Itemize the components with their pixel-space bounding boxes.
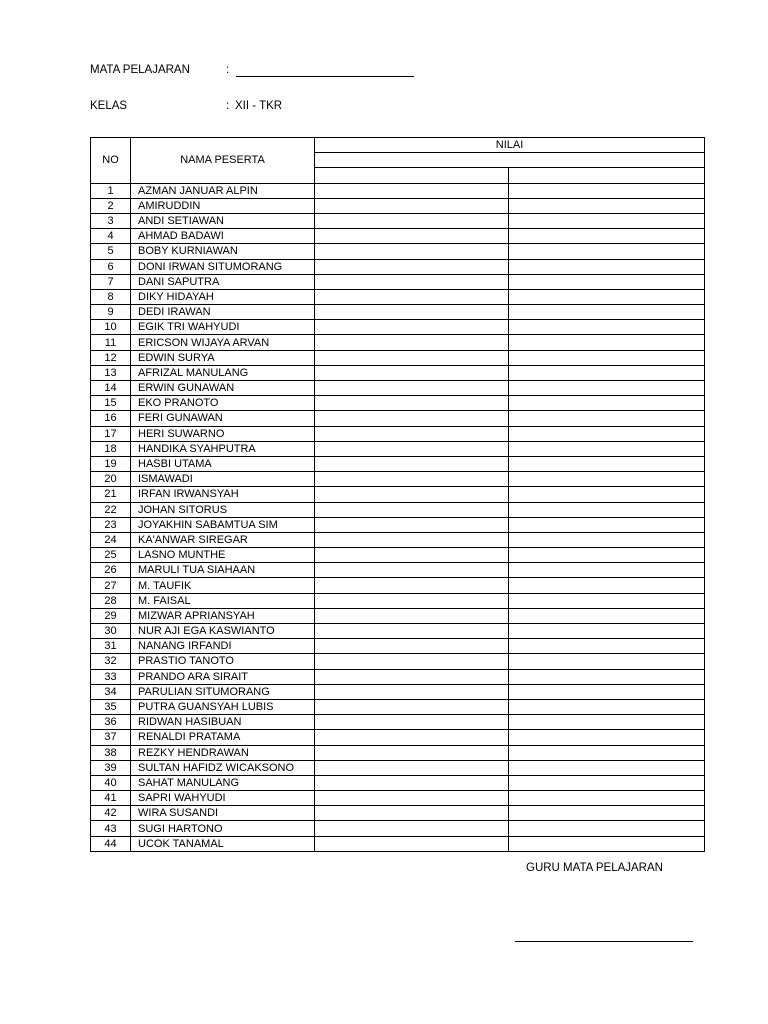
table-row — [91, 320, 705, 335]
table-row — [91, 715, 705, 730]
table-row — [91, 289, 705, 304]
score-cell-1[interactable] — [315, 639, 509, 654]
score-cell-1[interactable] — [315, 563, 509, 578]
score-cell-2[interactable] — [509, 806, 705, 821]
score-cell-1[interactable] — [315, 274, 509, 289]
participant-name: AFRIZAL MANULANG — [131, 365, 315, 380]
table-row — [91, 502, 705, 517]
row-number: 17 — [91, 426, 131, 441]
participant-name: HANDIKA SYAHPUTRA — [131, 441, 315, 456]
table-row — [91, 274, 705, 289]
score-cell-1[interactable] — [315, 289, 509, 304]
score-cell-1[interactable] — [315, 669, 509, 684]
row-number: 22 — [91, 502, 131, 517]
score-cell-2[interactable] — [509, 213, 705, 228]
row-number: 4 — [91, 229, 131, 244]
score-cell-2[interactable] — [509, 578, 705, 593]
table-row — [91, 532, 705, 547]
row-number: 13 — [91, 365, 131, 380]
row-number: 31 — [91, 639, 131, 654]
score-cell-1[interactable] — [315, 791, 509, 806]
participant-name: PRANDO ARA SIRAIT — [131, 669, 315, 684]
row-number: 34 — [91, 684, 131, 699]
participant-name: EDWIN SURYA — [131, 350, 315, 365]
table-row — [91, 593, 705, 608]
table-row — [91, 487, 705, 502]
row-number: 25 — [91, 548, 131, 563]
score-cell-2[interactable] — [509, 198, 705, 213]
table-row — [91, 244, 705, 259]
score-cell-2[interactable] — [509, 259, 705, 274]
participant-name: JOYAKHIN SABAMTUA SIM — [131, 517, 315, 532]
row-number: 33 — [91, 669, 131, 684]
row-number: 9 — [91, 305, 131, 320]
header-score-sub-2 — [509, 168, 705, 183]
score-cell-2[interactable] — [509, 487, 705, 502]
participant-name: IRFAN IRWANSYAH — [131, 487, 315, 502]
row-number: 2 — [91, 198, 131, 213]
score-cell-1[interactable] — [315, 426, 509, 441]
score-cell-2[interactable] — [509, 654, 705, 669]
participant-name: SULTAN HAFIDZ WICAKSONO — [131, 760, 315, 775]
participant-name: MIZWAR APRIANSYAH — [131, 608, 315, 623]
table-row — [91, 563, 705, 578]
score-cell-2[interactable] — [509, 411, 705, 426]
row-number: 27 — [91, 578, 131, 593]
class-label: KELAS — [90, 100, 128, 112]
score-cell-1[interactable] — [315, 502, 509, 517]
score-cell-2[interactable] — [509, 335, 705, 350]
score-cell-2[interactable] — [509, 456, 705, 471]
table-row — [91, 624, 705, 639]
score-cell-1[interactable] — [315, 517, 509, 532]
participant-name: LASNO MUNTHE — [131, 548, 315, 563]
score-cell-2[interactable] — [509, 760, 705, 775]
score-cell-1[interactable] — [315, 684, 509, 699]
row-number: 29 — [91, 608, 131, 623]
subject-label: MATA PELAJARAN — [90, 64, 190, 76]
row-number: 37 — [91, 730, 131, 745]
row-number: 36 — [91, 715, 131, 730]
row-number: 24 — [91, 532, 131, 547]
participant-name: NUR AJI EGA KASWIANTO — [131, 624, 315, 639]
score-cell-1[interactable] — [315, 320, 509, 335]
score-cell-1[interactable] — [315, 730, 509, 745]
row-number: 12 — [91, 350, 131, 365]
participant-name: UCOK TANAMAL — [131, 836, 315, 851]
participant-name: BOBY KURNIAWAN — [131, 244, 315, 259]
participant-name: PARULIAN SITUMORANG — [131, 684, 315, 699]
participant-name: M. FAISAL — [131, 593, 315, 608]
score-cell-2[interactable] — [509, 699, 705, 714]
row-number: 11 — [91, 335, 131, 350]
score-cell-1[interactable] — [315, 806, 509, 821]
participant-name: ERWIN GUNAWAN — [131, 381, 315, 396]
score-cell-1[interactable] — [315, 456, 509, 471]
table-row — [91, 836, 705, 851]
class-value: XII - TKR — [235, 100, 283, 112]
score-cell-2[interactable] — [509, 274, 705, 289]
score-cell-1[interactable] — [315, 472, 509, 487]
score-cell-1[interactable] — [315, 350, 509, 365]
participant-name: WIRA SUSANDI — [131, 806, 315, 821]
row-number: 16 — [91, 411, 131, 426]
table-row — [91, 183, 705, 198]
score-cell-1[interactable] — [315, 699, 509, 714]
row-number: 43 — [91, 821, 131, 836]
participant-name: ISMAWADI — [131, 472, 315, 487]
row-number: 38 — [91, 745, 131, 760]
signature-title: GURU MATA PELAJARAN — [526, 862, 663, 874]
participant-name: DEDI IRAWAN — [131, 305, 315, 320]
score-cell-1[interactable] — [315, 487, 509, 502]
header-score-sub-1 — [315, 168, 509, 183]
row-number: 21 — [91, 487, 131, 502]
row-number: 23 — [91, 517, 131, 532]
score-cell-1[interactable] — [315, 608, 509, 623]
score-cell-2[interactable] — [509, 563, 705, 578]
table-row — [91, 821, 705, 836]
row-number: 32 — [91, 654, 131, 669]
row-number: 10 — [91, 320, 131, 335]
table-row — [91, 229, 705, 244]
row-number: 39 — [91, 760, 131, 775]
table-row — [91, 441, 705, 456]
participant-name: PRASTIO TANOTO — [131, 654, 315, 669]
participant-rows — [91, 183, 705, 851]
score-cell-2[interactable] — [509, 365, 705, 380]
header-no: NO — [91, 138, 131, 184]
header-score: NILAI — [315, 138, 705, 153]
table-row — [91, 791, 705, 806]
participant-name: ERICSON WIJAYA ARVAN — [131, 335, 315, 350]
participant-name: DANI SAPUTRA — [131, 274, 315, 289]
score-cell-1[interactable] — [315, 775, 509, 790]
participant-name: SUGI HARTONO — [131, 821, 315, 836]
score-cell-1[interactable] — [315, 396, 509, 411]
score-cell-2[interactable] — [509, 715, 705, 730]
participant-name: REZKY HENDRAWAN — [131, 745, 315, 760]
participant-name: SAHAT MANULANG — [131, 775, 315, 790]
participant-name: HASBI UTAMA — [131, 456, 315, 471]
score-cell-2[interactable] — [509, 289, 705, 304]
row-number: 20 — [91, 472, 131, 487]
table-row — [91, 548, 705, 563]
participant-name: EGIK TRI WAHYUDI — [131, 320, 315, 335]
score-cell-2[interactable] — [509, 684, 705, 699]
class-row — [90, 100, 430, 116]
score-cell-1[interactable] — [315, 305, 509, 320]
score-cell-2[interactable] — [509, 624, 705, 639]
subject-row — [90, 64, 430, 80]
row-number: 41 — [91, 791, 131, 806]
participant-name: HERI SUWARNO — [131, 426, 315, 441]
score-cell-1[interactable] — [315, 365, 509, 380]
score-cell-1[interactable] — [315, 198, 509, 213]
row-number: 35 — [91, 699, 131, 714]
table-row — [91, 578, 705, 593]
row-number: 1 — [91, 183, 131, 198]
row-number: 19 — [91, 456, 131, 471]
score-cell-1[interactable] — [315, 532, 509, 547]
score-cell-2[interactable] — [509, 320, 705, 335]
score-cell-1[interactable] — [315, 183, 509, 198]
score-cell-2[interactable] — [509, 183, 705, 198]
score-cell-1[interactable] — [315, 836, 509, 851]
header-name: NAMA PESERTA — [131, 138, 315, 184]
table-row — [91, 639, 705, 654]
score-cell-1[interactable] — [315, 244, 509, 259]
row-number: 3 — [91, 213, 131, 228]
table-row — [91, 381, 705, 396]
row-number: 28 — [91, 593, 131, 608]
score-cell-2[interactable] — [509, 548, 705, 563]
score-cell-2[interactable] — [509, 517, 705, 532]
score-cell-1[interactable] — [315, 548, 509, 563]
score-cell-1[interactable] — [315, 411, 509, 426]
row-number: 5 — [91, 244, 131, 259]
table-row — [91, 198, 705, 213]
score-cell-2[interactable] — [509, 502, 705, 517]
score-cell-2[interactable] — [509, 745, 705, 760]
participant-name: ANDI SETIAWAN — [131, 213, 315, 228]
row-number: 8 — [91, 289, 131, 304]
row-number: 44 — [91, 836, 131, 851]
signature-line — [515, 941, 693, 942]
score-cell-2[interactable] — [509, 350, 705, 365]
table-row — [91, 426, 705, 441]
row-number: 7 — [91, 274, 131, 289]
score-cell-2[interactable] — [509, 608, 705, 623]
score-cell-2[interactable] — [509, 472, 705, 487]
score-cell-1[interactable] — [315, 654, 509, 669]
row-number: 26 — [91, 563, 131, 578]
score-cell-2[interactable] — [509, 244, 705, 259]
score-cell-1[interactable] — [315, 624, 509, 639]
score-cell-2[interactable] — [509, 441, 705, 456]
table-row — [91, 684, 705, 699]
score-table — [90, 137, 705, 852]
participant-name: DONI IRWAN SITUMORANG — [131, 259, 315, 274]
table-row — [91, 472, 705, 487]
table-row — [91, 517, 705, 532]
table-row — [91, 411, 705, 426]
score-cell-2[interactable] — [509, 669, 705, 684]
table-row — [91, 730, 705, 745]
score-cell-1[interactable] — [315, 259, 509, 274]
table-row — [91, 775, 705, 790]
participant-name: SAPRI WAHYUDI — [131, 791, 315, 806]
participant-name: DIKY HIDAYAH — [131, 289, 315, 304]
score-cell-1[interactable] — [315, 335, 509, 350]
participant-name: RIDWAN HASIBUAN — [131, 715, 315, 730]
participant-name: AZMAN JANUAR ALPIN — [131, 183, 315, 198]
score-cell-1[interactable] — [315, 578, 509, 593]
participant-name: FERI GUNAWAN — [131, 411, 315, 426]
subject-blank-line — [236, 76, 414, 77]
score-cell-2[interactable] — [509, 426, 705, 441]
score-cell-2[interactable] — [509, 821, 705, 836]
participant-name: MARULI TUA SIAHAAN — [131, 563, 315, 578]
participant-name: RENALDI PRATAMA — [131, 730, 315, 745]
score-cell-1[interactable] — [315, 760, 509, 775]
participant-name: NANANG IRFANDI — [131, 639, 315, 654]
table-row — [91, 213, 705, 228]
table-row — [91, 699, 705, 714]
score-cell-2[interactable] — [509, 775, 705, 790]
score-cell-2[interactable] — [509, 593, 705, 608]
score-cell-2[interactable] — [509, 836, 705, 851]
participant-name: PUTRA GUANSYAH LUBIS — [131, 699, 315, 714]
score-cell-1[interactable] — [315, 715, 509, 730]
table-row — [91, 259, 705, 274]
score-cell-1[interactable] — [315, 229, 509, 244]
table-row — [91, 350, 705, 365]
class-colon: : — [226, 100, 230, 112]
table-row — [91, 608, 705, 623]
score-cell-2[interactable] — [509, 532, 705, 547]
participant-name: KA'ANWAR SIREGAR — [131, 532, 315, 547]
participant-name: EKO PRANOTO — [131, 396, 315, 411]
score-cell-1[interactable] — [315, 441, 509, 456]
table-row — [91, 806, 705, 821]
table-row — [91, 760, 705, 775]
score-cell-1[interactable] — [315, 213, 509, 228]
score-cell-1[interactable] — [315, 745, 509, 760]
table-row — [91, 745, 705, 760]
row-number: 40 — [91, 775, 131, 790]
table-row — [91, 396, 705, 411]
row-number: 6 — [91, 259, 131, 274]
score-cell-2[interactable] — [509, 791, 705, 806]
score-cell-2[interactable] — [509, 639, 705, 654]
score-cell-1[interactable] — [315, 821, 509, 836]
row-number: 18 — [91, 441, 131, 456]
score-cell-2[interactable] — [509, 381, 705, 396]
score-cell-2[interactable] — [509, 229, 705, 244]
row-number: 15 — [91, 396, 131, 411]
score-cell-2[interactable] — [509, 305, 705, 320]
participant-name: M. TAUFIK — [131, 578, 315, 593]
participant-name: AHMAD BADAWI — [131, 229, 315, 244]
table-row — [91, 305, 705, 320]
participant-name: AMIRUDDIN — [131, 198, 315, 213]
row-number: 30 — [91, 624, 131, 639]
participant-name: JOHAN SITORUS — [131, 502, 315, 517]
header-score-blank — [315, 153, 705, 168]
table-row — [91, 365, 705, 380]
subject-colon: : — [226, 64, 230, 76]
table-row — [91, 654, 705, 669]
score-cell-2[interactable] — [509, 396, 705, 411]
score-cell-1[interactable] — [315, 381, 509, 396]
row-number: 42 — [91, 806, 131, 821]
table-row — [91, 456, 705, 471]
table-row — [91, 669, 705, 684]
score-cell-1[interactable] — [315, 593, 509, 608]
score-cell-2[interactable] — [509, 730, 705, 745]
row-number: 14 — [91, 381, 131, 396]
table-row — [91, 335, 705, 350]
